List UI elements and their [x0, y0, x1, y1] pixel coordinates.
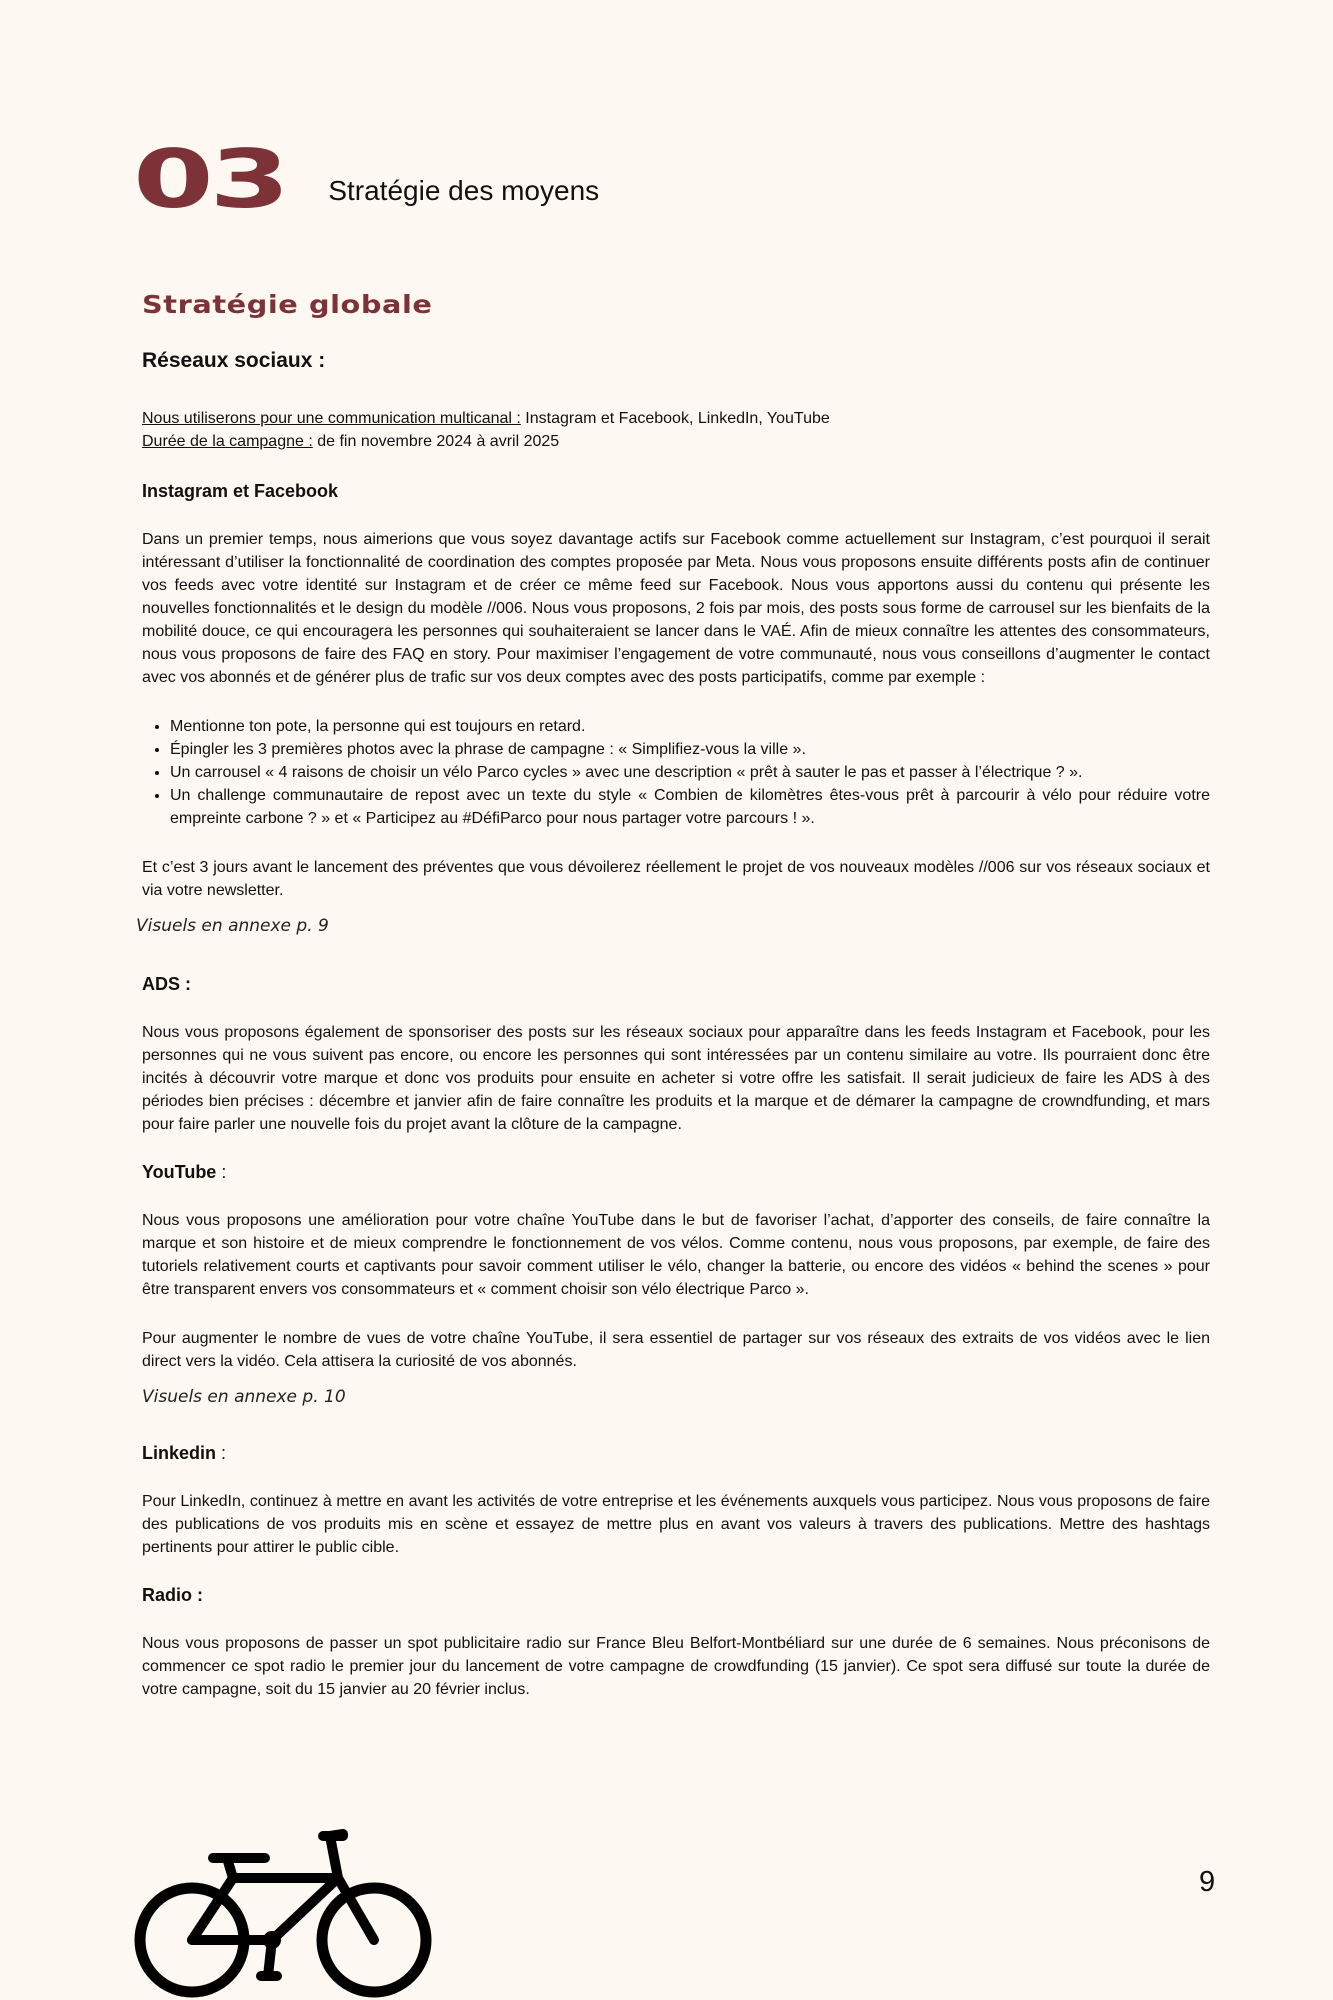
section-title: Stratégie des moyens	[328, 175, 600, 206]
instagram-closing: Et c’est 3 jours avant le lancement des préventes que vous dévoilerez réellement le projet de vos nouveaux modèles //006 sur vos réseaux sociaux et via votre newsletter.	[142, 859, 1210, 899]
linkedin-heading-label: Linkedin	[142, 1443, 217, 1463]
channels-label: Nous utiliserons pour une communication multicanal :	[142, 410, 521, 427]
section-number: 03	[133, 133, 286, 226]
social-networks-heading: Réseaux sociaux :	[142, 349, 326, 372]
social-intro	[142, 407, 1210, 453]
ads-paragraph: Nous vous proposons également de sponsoriser des posts sur les réseaux sociaux pour apparaître dans les feeds Instagram et Facebook, pour les personnes qui ne vous suivent pas encore, ou encore les personnes qui sont intéressées par un contenu similaire au votre. Ils pourraient donc être incités à découvrir votre marque et donc vos produits pour ensuite en acheter si votre offre les satisfait. Il serait judicieux de faire les ADS à des périodes bien précises : décembre et janvier afin de faire connaître les produits et la marque et de démarer la campagne de crowndfunding, et mars pour faire parler une nouvelle fois du projet avant la clôture de la campagne.	[142, 1024, 1210, 1133]
section-header	[133, 133, 600, 226]
youtube-heading-colon: :	[216, 1162, 227, 1182]
duration-label: Durée de la campagne :	[142, 433, 313, 450]
instagram-paragraph: Dans un premier temps, nous aimerions que vous soyez davantage actifs sur Facebook comme actuellement sur Instagram, c’est pourquoi il serait intéressant d’utiliser la fonctionnalité de coordination des comptes proposée par Meta. Nous vous proposons ensuite différents posts afin de continuer vos feeds avec votre identité sur Instagram et de créer ce même feed sur Facebook. Nous vous apportons aussi du contenu qui présente les nouvelles fonctionnalités et le design du modèle //006. Nous vous proposons, 2 fois par mois, des posts sous forme de carrousel sur les bienfaits de la mobilité douce, ce qui encouragera les personnes qui souhaiteraient se lancer dans le VAÉ. Afin de mieux connaître les attentes des consommateurs, nous vous proposons de faire des FAQ en story. Pour maximiser l’engagement de votre communauté, nous vous conseillons d’augmenter le contact avec vos abonnés et de générer plus de trafic sur vos deux comptes avec des posts participatifs, comme par exemple :	[142, 531, 1210, 686]
youtube-heading	[142, 1162, 1210, 1183]
radio-heading: Radio :	[142, 1585, 203, 1605]
annex-note-instagram: Visuels en annexe p. 9	[136, 916, 329, 936]
linkedin-heading-colon: :	[216, 1443, 227, 1463]
youtube-heading-label: YouTube	[142, 1162, 217, 1182]
duration-line	[142, 430, 1210, 453]
radio-paragraph: Nous vous proposons de passer un spot publicitaire radio sur France Bleu Belfort-Montbéliard sur une durée de 6 semaines. Nous préconisons de commencer ce spot radio le premier jour du lancement de votre campagne de crowdfunding (15 janvier). Ce spot sera diffusé sur toute la durée de votre campagne, soit du 15 janvier au 20 février inclus.	[142, 1635, 1210, 1698]
annex-note-youtube: Visuels en annexe p. 10	[142, 1387, 346, 1407]
bicycle-icon	[133, 1826, 433, 2000]
global-strategy-heading: Stratégie globale	[142, 290, 433, 319]
duration-value: de fin novembre 2024 à avril 2025	[312, 433, 560, 450]
post-ideas-list	[142, 715, 1210, 830]
ads-heading: ADS :	[142, 974, 191, 994]
list-item: • Un carrousel « 4 raisons de choisir un vélo Parco cycles » avec une description « prêt à sauter le pas et passer à l’électrique ? ».	[170, 761, 1210, 784]
content	[136, 290, 1210, 1701]
linkedin-paragraph: Pour LinkedIn, continuez à mettre en avant les activités de votre entreprise et les événements auxquels vous participez. Nous vous proposons de faire des publications de vos produits mis en scène et essayez de mettre plus en avant vos valeurs à travers des publications. Mettre des hashtags pertinents pour attirer le public cible.	[142, 1493, 1210, 1556]
instagram-facebook-heading: Instagram et Facebook	[142, 481, 339, 501]
channels-line	[142, 407, 1210, 430]
linkedin-heading	[142, 1443, 1210, 1464]
list-item: • Mentionne ton pote, la personne qui est toujours en retard.	[170, 715, 1210, 738]
youtube-paragraph-1: Nous vous proposons une amélioration pour votre chaîne YouTube dans le but de favoriser l’achat, d’apporter des conseils, de faire connaître la marque et son histoire et de mieux comprendre le fonctionnement de vos vélos. Comme contenu, nous vous proposons, par exemple, de faire des tutoriels relativement courts et captivants pour savoir comment utiliser le vélo, changer la batterie, ou encore des vidéos « behind the scenes » pour être transparent envers vos consommateurs et « comment choisir son vélo électrique Parco ».	[142, 1212, 1210, 1298]
list-item: • Un challenge communautaire de repost avec un texte du style « Combien de kilomètres êtes-vous prêt à parcourir à vélo pour réduire votre empreinte carbone ? » et « Participez au #DéfiParco pour nous partager votre parcours ! ».	[170, 784, 1210, 830]
list-item: • Épingler les 3 premières photos avec la phrase de campagne : « Simplifiez-vous la ville ».	[170, 738, 1210, 761]
youtube-paragraph-2: Pour augmenter le nombre de vues de votre chaîne YouTube, il sera essentiel de partager sur vos réseaux des extraits de vos vidéos avec le lien direct vers la vidéo. Cela attisera la curiosité de vos abonnés.	[142, 1330, 1210, 1370]
channels-value: Instagram et Facebook, LinkedIn, YouTube	[520, 410, 830, 427]
page-number: 9	[1199, 1866, 1216, 1898]
